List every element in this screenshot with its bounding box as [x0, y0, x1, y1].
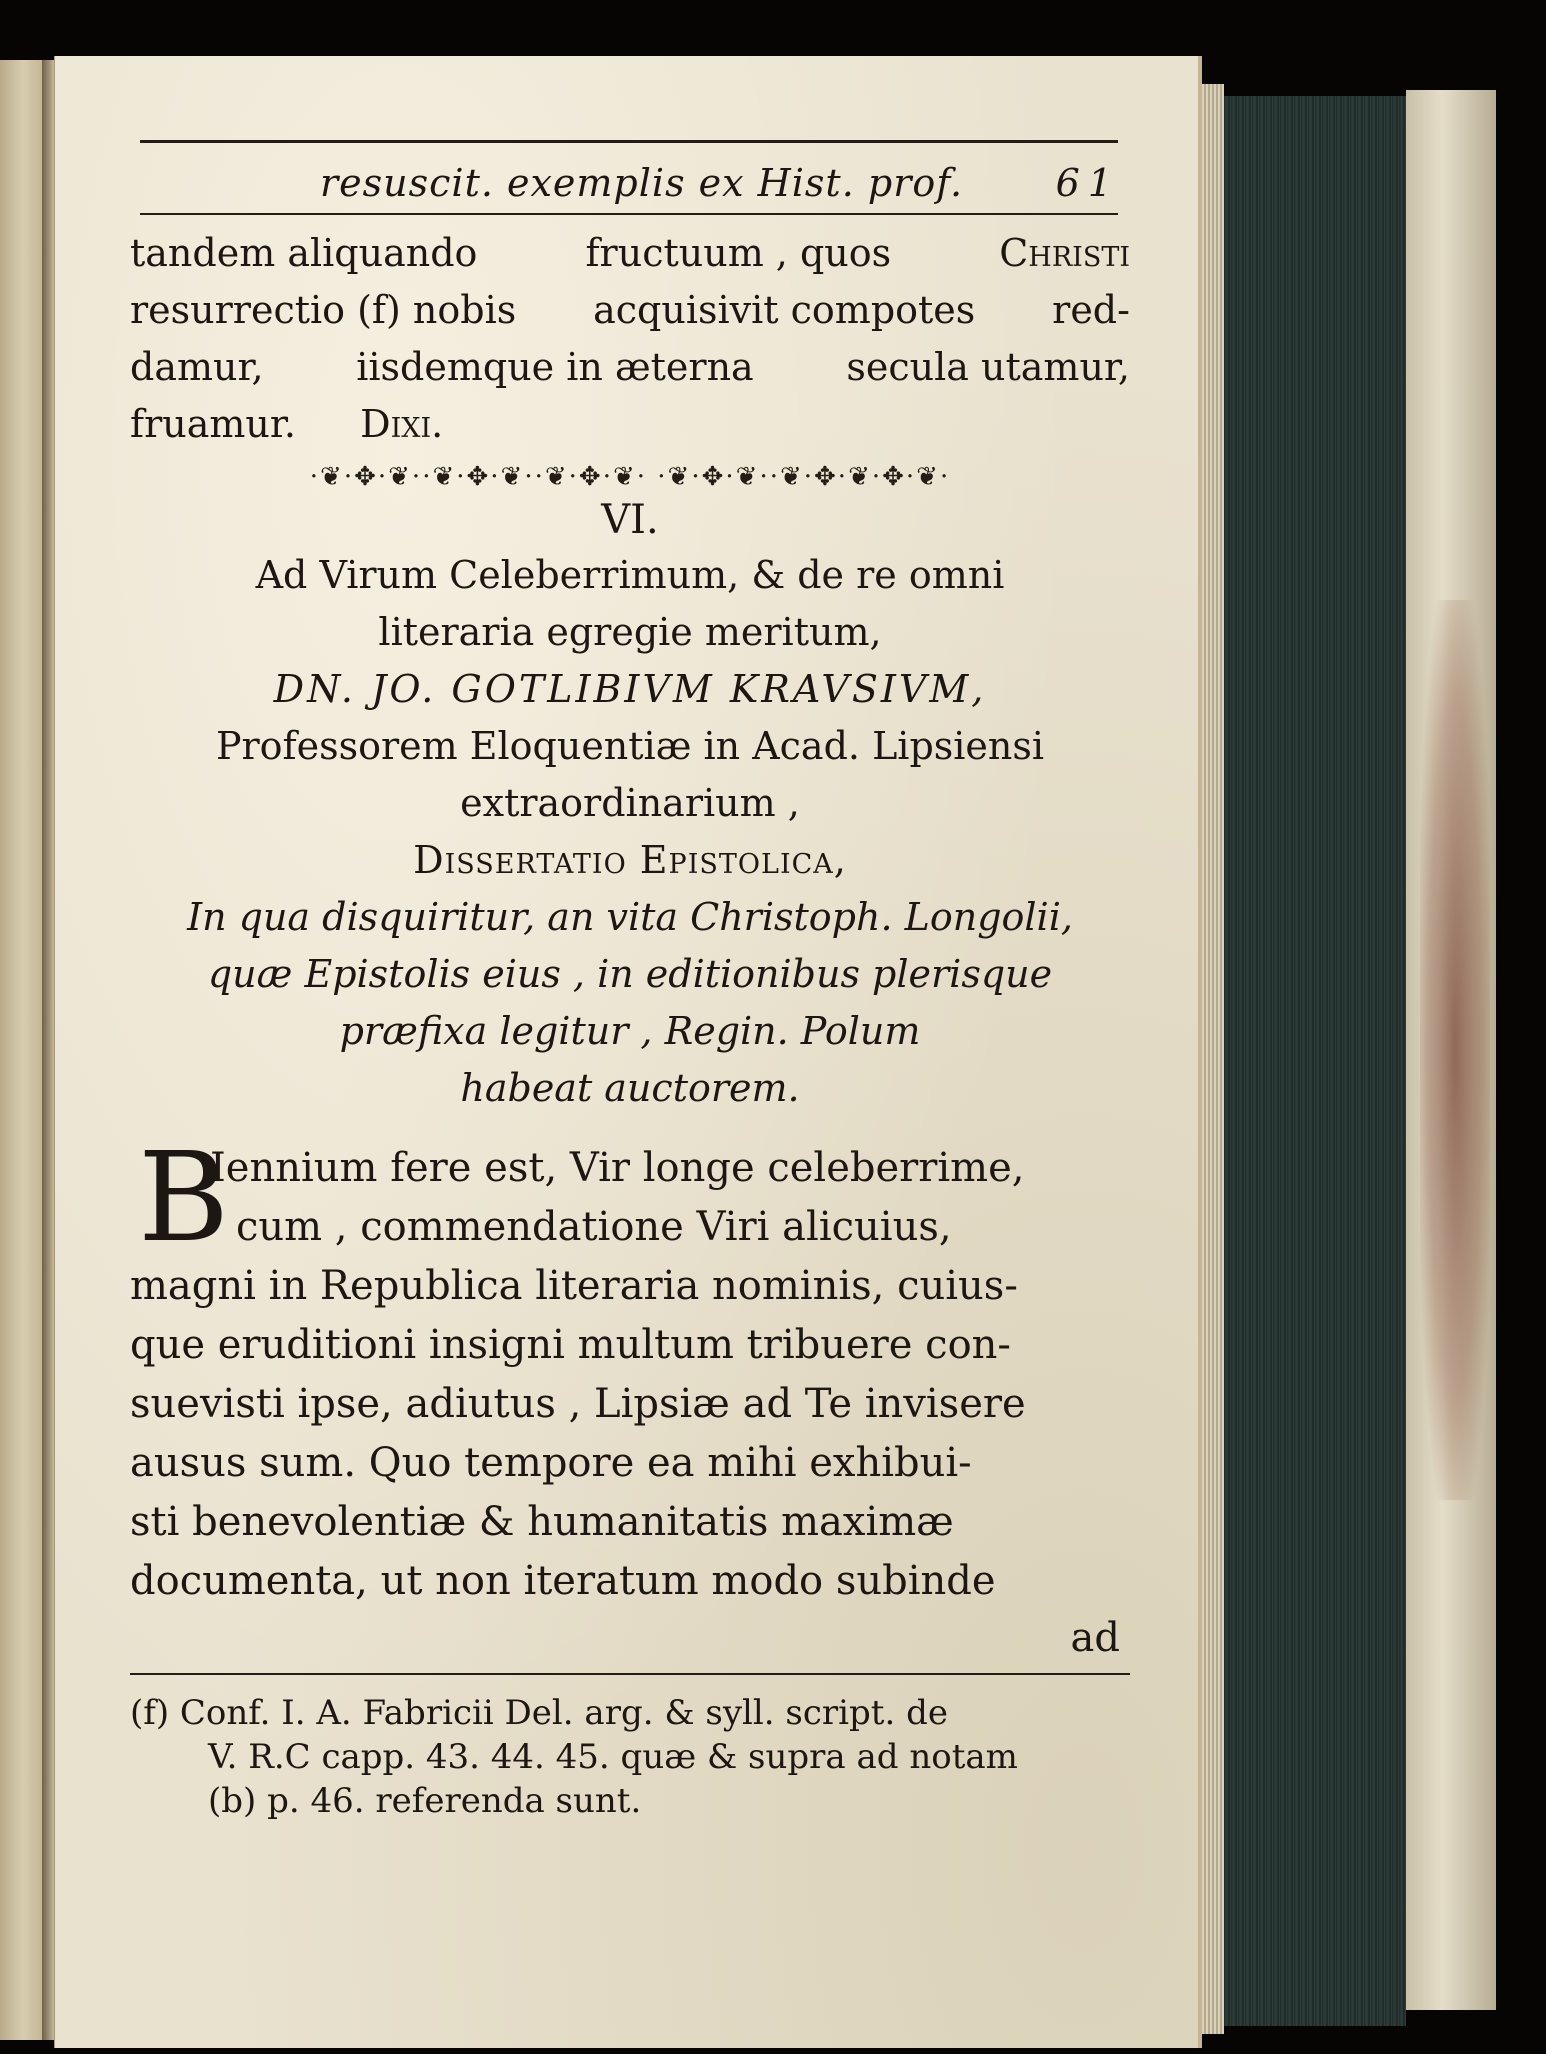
text-line: tandem aliquando fructuum , quos Christi — [130, 231, 1130, 275]
text-line: fruamur. Dixi. — [130, 402, 444, 446]
closing-paragraph — [130, 225, 1130, 453]
letter-opening — [130, 1126, 1130, 1270]
text-line: ausus sum. Quo tempore ea mihi exhibui- — [130, 1440, 972, 1486]
text-line: sti benevolentiæ & humanitatis maximæ — [130, 1499, 954, 1545]
text-line: que eruditioni insigni multum tribuere con- — [130, 1322, 1011, 1368]
dixi-word: Dixi. — [360, 402, 444, 446]
footnote-line: (f) Conf. I. A. Fabricii Del. arg. & syll. script. de — [130, 1693, 948, 1733]
footnote-line: V. R.C capp. 43. 44. 45. quæ & supra ad notam — [208, 1737, 1018, 1777]
previous-page-edge — [0, 60, 44, 2040]
ornament-divider: ·❦·✥·❦··❦·✥·❦··❦·✥·❦· ·❦·✥·❦··❦·✥·❦·✥·❦· — [309, 462, 951, 492]
running-title: resuscit. exemplis ex Hist. prof. — [320, 161, 964, 205]
header-rule-bottom — [140, 213, 1118, 215]
page-number: 61 — [1055, 161, 1120, 205]
footnotes — [130, 1673, 1130, 1823]
text-line: damur, iisdemque in æterna secula utamur, — [130, 345, 1130, 389]
text-line: resurrectio (f) nobis acquisivit compotes red- — [130, 288, 1130, 332]
text-line: magni in Republica literaria nominis, cuius- — [130, 1263, 1018, 1309]
dissertation-title: Dissertatio Epistolica, — [413, 838, 847, 882]
drop-cap: B — [138, 1126, 230, 1270]
subject-line: habeat auctorem. — [460, 1066, 800, 1110]
dedication-line: literaria egregie meritum, — [378, 610, 882, 654]
subject-line: præfixa legitur , Regin. Polum — [339, 1009, 921, 1053]
cover-stain — [1420, 600, 1490, 1500]
catchword: ad — [1070, 1615, 1120, 1661]
page-fore-edge — [1202, 84, 1224, 2034]
page-text — [130, 140, 1130, 1823]
subject-line: In qua disquiritur, an vita Christoph. Longolii, — [187, 895, 1073, 939]
addressee-name: DN. JO. GOTLIBIVM KRAVSIVM, — [273, 667, 987, 711]
text-line: suevisti ipse, adiutus , Lipsiæ ad Te invisere — [130, 1381, 1026, 1427]
addressee-title: Professorem Eloquentiæ in Acad. Lipsiensi — [215, 724, 1045, 768]
addressee-title: extraordinarium , — [460, 781, 800, 825]
subject-line: quæ Epistolis eius , in editionibus plerisque — [207, 952, 1053, 996]
text-line: documenta, ut non iteratum modo subinde — [130, 1558, 996, 1604]
footnote-line: (b) p. 46. referenda sunt. — [208, 1781, 642, 1821]
dedication-line: Ad Virum Celeberrimum, & de re omni — [255, 553, 1005, 597]
text-line: cum , commendatione Viri alicuius, — [236, 1204, 952, 1250]
page-block-edge — [1224, 96, 1406, 2026]
letter-body — [130, 1126, 1130, 1665]
text-line: Iennium fere est, Vir longe celeberrime, — [210, 1145, 1025, 1191]
section-number: VI. — [601, 497, 659, 543]
running-head — [130, 143, 1130, 213]
